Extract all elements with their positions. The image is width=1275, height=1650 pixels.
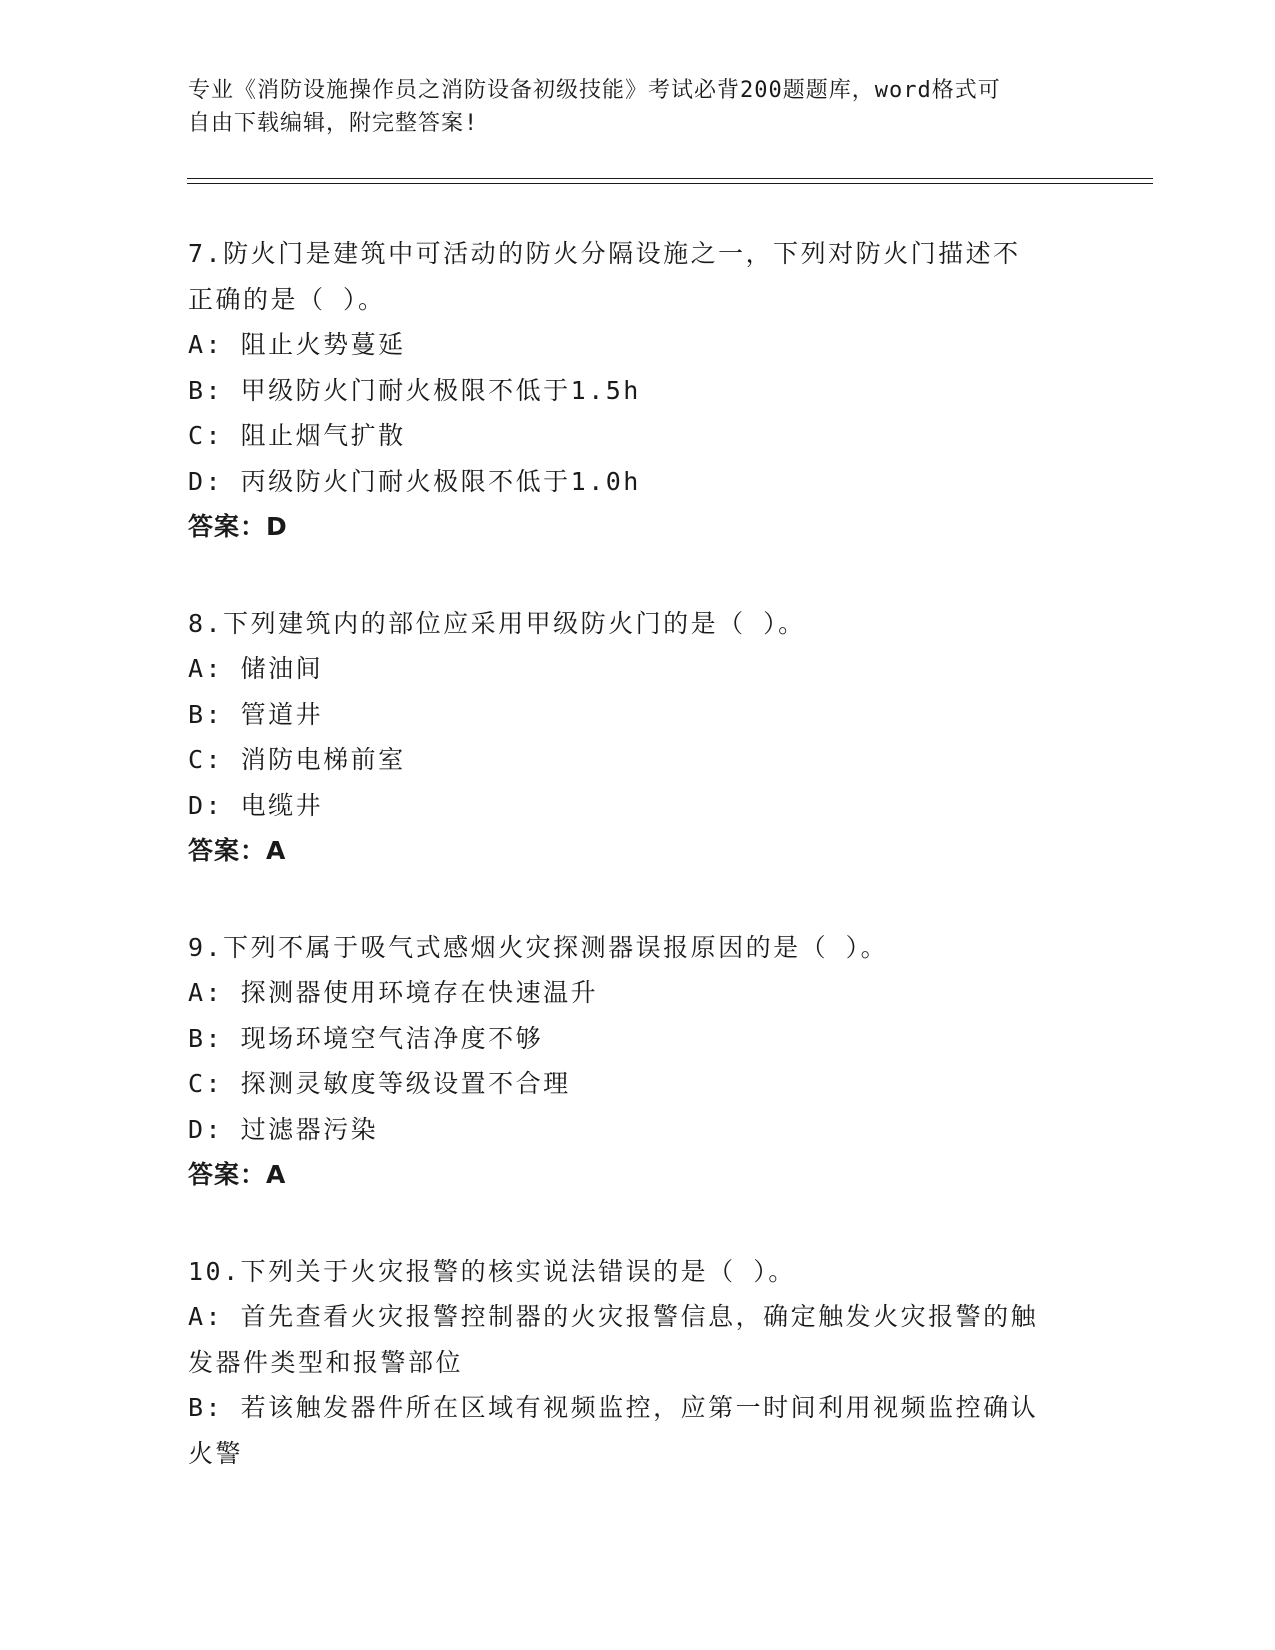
header-divider-bottom	[187, 183, 1153, 184]
option-c: C: 阻止烟气扩散	[188, 421, 406, 450]
question-8	[188, 601, 1088, 874]
option-d: D: 丙级防火门耐火极限不低于1.0h	[188, 466, 641, 496]
option-b-continued: 火警	[188, 1438, 244, 1468]
question-stem-continued: 正确的是（ ）。	[188, 284, 386, 314]
answer: 答案：D	[188, 512, 288, 541]
question-9	[188, 925, 1088, 1198]
header-divider-top	[187, 178, 1153, 179]
option-a-continued: 发器件类型和报警部位	[188, 1347, 464, 1377]
answer: 答案：A	[188, 836, 287, 865]
option-d: D: 过滤器污染	[188, 1114, 379, 1144]
question-stem: 7.防火门是建筑中可活动的防火分隔设施之一，下列对防火门描述不	[188, 239, 1021, 268]
option-a: A: 储油间	[188, 654, 324, 683]
option-b: B: 甲级防火门耐火极限不低于1.5h	[188, 375, 641, 405]
answer: 答案：A	[188, 1160, 287, 1189]
option-b: B: 若该触发器件所在区域有视频监控，应第一时间利用视频监控确认	[188, 1393, 1039, 1422]
option-b: B: 管道井	[188, 699, 324, 729]
question-7	[188, 231, 1088, 550]
option-b: B: 现场环境空气洁净度不够	[188, 1023, 544, 1053]
header-line-2: 自由下载编辑，附完整答案!	[188, 111, 479, 136]
question-list	[188, 231, 1088, 1527]
option-d: D: 电缆井	[188, 790, 324, 820]
document-header	[188, 74, 1088, 140]
option-a: A: 阻止火势蔓延	[188, 330, 406, 359]
question-stem: 10.下列关于火灾报警的核实说法错误的是（ ）。	[188, 1256, 796, 1286]
question-stem: 8.下列建筑内的部位应采用甲级防火门的是（ ）。	[188, 608, 806, 638]
question-stem: 9.下列不属于吸气式感烟火灾探测器误报原因的是（ ）。	[188, 932, 889, 962]
option-c: C: 探测灵敏度等级设置不合理	[188, 1069, 571, 1098]
question-10	[188, 1249, 1088, 1477]
option-a: A: 首先查看火灾报警控制器的火灾报警信息，确定触发火灾报警的触	[188, 1302, 1039, 1331]
option-a: A: 探测器使用环境存在快速温升	[188, 978, 599, 1007]
option-c: C: 消防电梯前室	[188, 745, 406, 774]
header-line-1: 专业《消防设施操作员之消防设备初级技能》考试必背200题题库，word格式可	[188, 78, 1001, 103]
